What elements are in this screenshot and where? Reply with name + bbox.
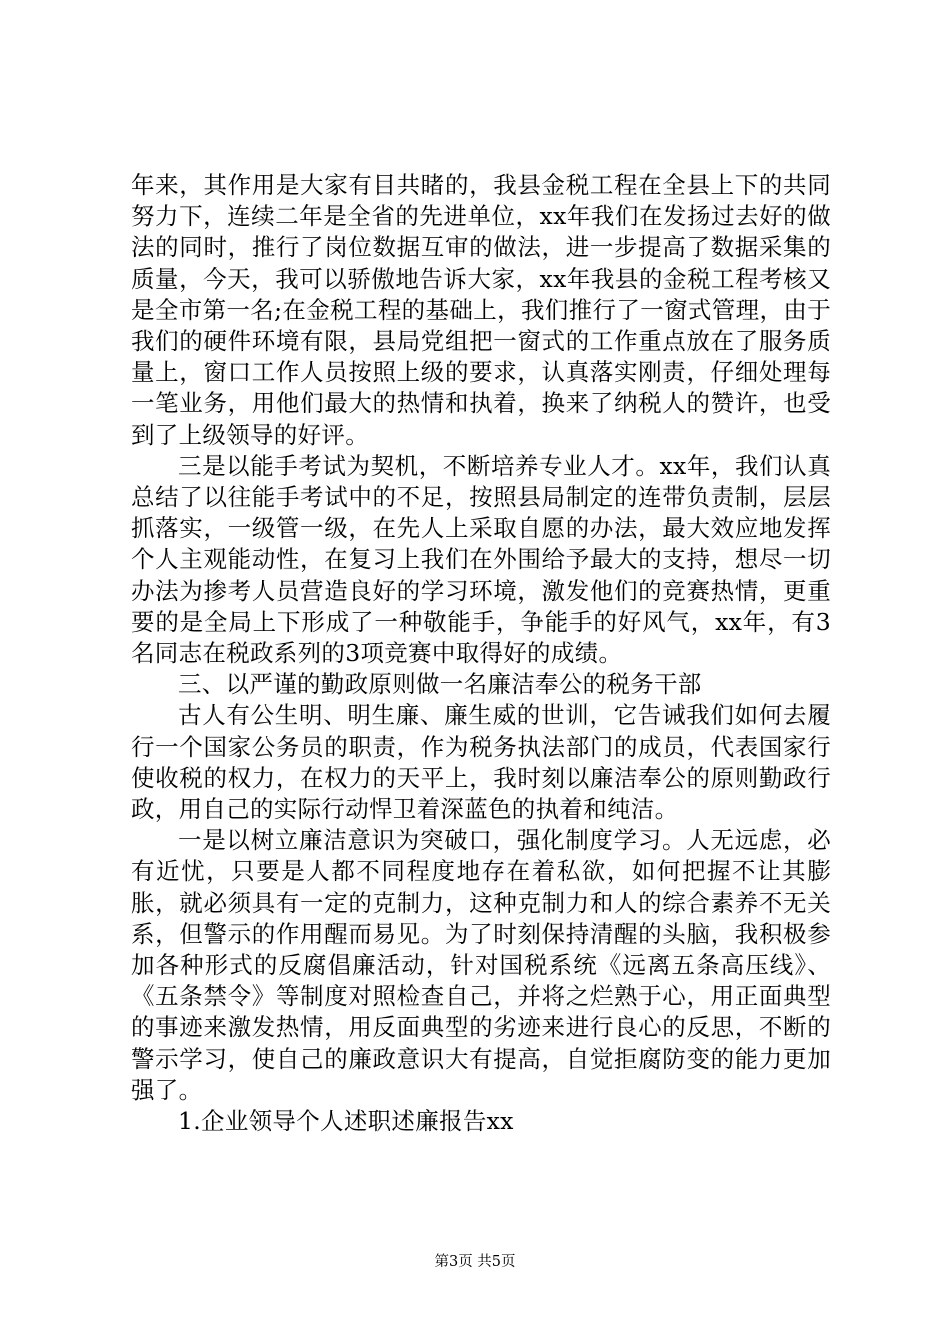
body-paragraph-1: 年来，其作用是大家有目共睹的，我县金税工程在全县上下的共同努力下，连续二年是全省的先进单位，xx年我们在发扬过去好的做法的同时，推行了岗位数据互审的做法，进一步提高了数据采集的质量，今天，我可以骄傲地告诉大家，xx年我县的金税工程考核又是全市第一名;在金税工程的基础上，我们推行了一窗式管理，由于我们的硬件环境有限，县局党组把一窗式的工作重点放在了服务质量上，窗口工作人员按照上级的要求，认真落实刚责，仔细处理每一笔业务，用他们最大的热情和执着，换来了纳税人的赞许，也受到了上级领导的好评。 bbox=[131, 171, 831, 449]
body-paragraph-4: 一是以树立廉洁意识为突破口，强化制度学习。人无远虑，必有近忧，只要是人都不同程度地存在着私欲，如何把握不让其膨胀，就必须具有一定的克制力，这种克制力和人的综合素养不无关系，但警示的作用醒而易见。为了时刻保持清醒的头脑，我积极参加各种形式的反腐倡廉活动，针对国税系统《远离五条高压线》、《五条禁令》等制度对照检查自己，并将之烂熟于心，用正面典型的事迹来激发热情，用反面典型的劣迹来进行良心的反思，不断的警示学习，使自己的廉政意识大有提高，自觉拒腐防变的能力更加强了。 bbox=[131, 826, 831, 1104]
document-body bbox=[131, 170, 831, 1137]
list-item-title: 1.企业领导个人述职述廉报告xx bbox=[178, 1107, 514, 1136]
section-heading: 三、以严谨的勤政原则做一名廉洁奉公的税务干部 bbox=[178, 670, 702, 699]
body-paragraph-3: 古人有公生明、明生廉、廉生威的世训，它告诫我们如何去履行一个国家公务员的职责，作为税务执法部门的成员，代表国家行使收税的权力，在权力的天平上，我时刻以廉洁奉公的原则勤政行政，用自己的实际行动悍卫着深蓝色的执着和纯洁。 bbox=[131, 701, 831, 824]
page-number-footer: 第3页 共5页 bbox=[434, 1254, 516, 1270]
body-paragraph-2: 三是以能手考试为契机，不断培养专业人才。xx年，我们认真总结了以往能手考试中的不足，按照县局制定的连带负责制，层层抓落实，一级管一级，在先人上采取自愿的办法，最大效应地发挥个人主观能动性，在复习上我们在外围给予最大的支持，想尽一切办法为掺考人员营造良好的学习环境，激发他们的竞赛热情，更重要的是全局上下形成了一种敬能手，争能手的好风气，xx年，有3名同志在税政系列的3项竞赛中取得好的成绩。 bbox=[131, 451, 831, 668]
